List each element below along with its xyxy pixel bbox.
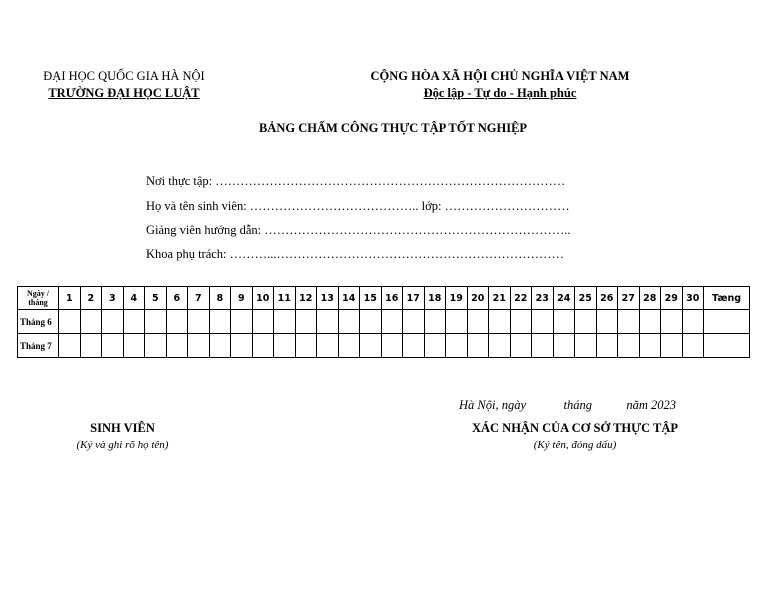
attendance-cell xyxy=(510,334,532,358)
attendance-cell xyxy=(510,310,532,334)
day-header-cell: 3 xyxy=(102,287,124,310)
attendance-cell xyxy=(381,334,403,358)
day-header-cell: 14 xyxy=(338,287,360,310)
attendance-cell xyxy=(639,334,661,358)
attendance-cell xyxy=(252,310,274,334)
attendance-cell xyxy=(489,334,511,358)
attendance-cell xyxy=(80,334,102,358)
day-header-cell: 5 xyxy=(145,287,167,310)
month-label-cell: Tháng 6 xyxy=(18,310,59,334)
day-header-cell: 11 xyxy=(274,287,296,310)
attendance-cell xyxy=(467,310,489,334)
table-row xyxy=(18,334,750,358)
attendance-cell xyxy=(467,334,489,358)
day-header-cell: 17 xyxy=(403,287,425,310)
total-header-cell: Tæng xyxy=(704,287,750,310)
attendance-cell xyxy=(317,310,339,334)
corner-label-month: tháng xyxy=(28,298,48,307)
attendance-cell xyxy=(145,310,167,334)
attendance-cell xyxy=(317,334,339,358)
attendance-cell xyxy=(102,334,124,358)
confirm-signature-note: (Ký tên, đóng dấu) xyxy=(533,439,617,451)
day-header-cell: 8 xyxy=(209,287,231,310)
attendance-cell xyxy=(188,334,210,358)
national-motto: Độc lập - Tự do - Hạnh phúc xyxy=(423,86,577,100)
month-label-cell: Tháng 7 xyxy=(18,334,59,358)
document-title: BẢNG CHẤM CÔNG THỰC TẬP TỐT NGHIỆP xyxy=(258,121,528,135)
attendance-cell xyxy=(231,310,253,334)
school-name: TRƯỜNG ĐẠI HỌC LUẬT xyxy=(48,86,200,100)
day-header-cell: 2 xyxy=(80,287,102,310)
day-header-cell: 19 xyxy=(446,287,468,310)
attendance-cell xyxy=(80,310,102,334)
attendance-cell xyxy=(59,310,81,334)
table-corner-cell xyxy=(18,287,59,310)
attendance-cell xyxy=(446,334,468,358)
department-field: Khoa phụ trách: ………...…………………………………………………………… xyxy=(146,247,565,261)
attendance-cell xyxy=(596,310,618,334)
day-header-cell: 16 xyxy=(381,287,403,310)
supervisor-field: Giảng viên hướng dẫn: ……………………………………………………………….. xyxy=(146,223,571,237)
day-header-cell: 7 xyxy=(188,287,210,310)
student-signature-note: (Ký và ghi rõ họ tên) xyxy=(76,439,169,451)
day-header-cell: 24 xyxy=(553,287,575,310)
header-right xyxy=(350,68,650,102)
day-header-cell: 29 xyxy=(661,287,683,310)
internship-place-field: Nơi thực tập: ………………………………………………………………………… xyxy=(146,174,566,188)
attendance-cell xyxy=(102,310,124,334)
day-header-cell: 23 xyxy=(532,287,554,310)
day-header-cell: 21 xyxy=(489,287,511,310)
date-line: Hà Nội, ngày tháng năm 2023 xyxy=(459,398,677,412)
total-cell xyxy=(704,310,750,334)
attendance-cell xyxy=(682,334,704,358)
university-name: ĐẠI HỌC QUỐC GIA HÀ NỘI xyxy=(43,69,205,83)
attendance-cell xyxy=(209,310,231,334)
day-header-cell: 22 xyxy=(510,287,532,310)
day-header-cell: 4 xyxy=(123,287,145,310)
attendance-cell xyxy=(618,334,640,358)
attendance-cell xyxy=(360,334,382,358)
student-name-field: Họ và tên sinh viên: ………………………………….. lớp: ………………………… xyxy=(146,199,570,213)
attendance-cell xyxy=(295,334,317,358)
attendance-table xyxy=(17,286,750,358)
attendance-cell xyxy=(338,334,360,358)
attendance-cell xyxy=(231,334,253,358)
attendance-cell xyxy=(209,334,231,358)
table-header-row xyxy=(18,287,750,310)
attendance-cell xyxy=(360,310,382,334)
day-header-cell: 6 xyxy=(166,287,188,310)
attendance-cell xyxy=(553,310,575,334)
day-header-cell: 9 xyxy=(231,287,253,310)
day-header-cell: 1 xyxy=(59,287,81,310)
attendance-cell xyxy=(575,310,597,334)
attendance-cell xyxy=(639,310,661,334)
attendance-cell xyxy=(403,334,425,358)
confirm-signature-block xyxy=(450,419,700,453)
attendance-cell xyxy=(489,310,511,334)
attendance-cell xyxy=(532,310,554,334)
attendance-cell xyxy=(661,310,683,334)
attendance-cell xyxy=(123,310,145,334)
attendance-cell xyxy=(274,310,296,334)
attendance-cell xyxy=(618,310,640,334)
attendance-cell xyxy=(575,334,597,358)
attendance-cell xyxy=(338,310,360,334)
table-row xyxy=(18,310,750,334)
day-header-cell: 18 xyxy=(424,287,446,310)
day-header-cell: 13 xyxy=(317,287,339,310)
header-left xyxy=(22,68,226,102)
attendance-cell xyxy=(274,334,296,358)
corner-label-day: Ngày / xyxy=(27,289,49,298)
attendance-cell xyxy=(446,310,468,334)
total-cell xyxy=(704,334,750,358)
student-signature-title: SINH VIÊN xyxy=(90,421,155,435)
attendance-cell xyxy=(166,334,188,358)
attendance-cell xyxy=(424,310,446,334)
attendance-cell xyxy=(682,310,704,334)
day-header-cell: 26 xyxy=(596,287,618,310)
attendance-cell xyxy=(252,334,274,358)
day-header-cell: 25 xyxy=(575,287,597,310)
attendance-cell xyxy=(295,310,317,334)
day-header-cell: 20 xyxy=(467,287,489,310)
country-name: CỘNG HÒA XÃ HỘI CHỦ NGHĨA VIỆT NAM xyxy=(370,69,630,83)
attendance-cell xyxy=(403,310,425,334)
attendance-cell xyxy=(424,334,446,358)
day-header-cell: 15 xyxy=(360,287,382,310)
attendance-cell xyxy=(59,334,81,358)
attendance-cell xyxy=(166,310,188,334)
day-header-cell: 27 xyxy=(618,287,640,310)
attendance-cell xyxy=(596,334,618,358)
attendance-cell xyxy=(145,334,167,358)
day-header-cell: 28 xyxy=(639,287,661,310)
confirm-signature-title: XÁC NHẬN CỦA CƠ SỞ THỰC TẬP xyxy=(471,421,679,435)
attendance-cell xyxy=(661,334,683,358)
student-signature-block xyxy=(50,419,195,453)
attendance-cell xyxy=(188,310,210,334)
attendance-cell xyxy=(123,334,145,358)
day-header-cell: 12 xyxy=(295,287,317,310)
attendance-cell xyxy=(553,334,575,358)
day-header-cell: 10 xyxy=(252,287,274,310)
attendance-cell xyxy=(381,310,403,334)
attendance-cell xyxy=(532,334,554,358)
day-header-cell: 30 xyxy=(682,287,704,310)
